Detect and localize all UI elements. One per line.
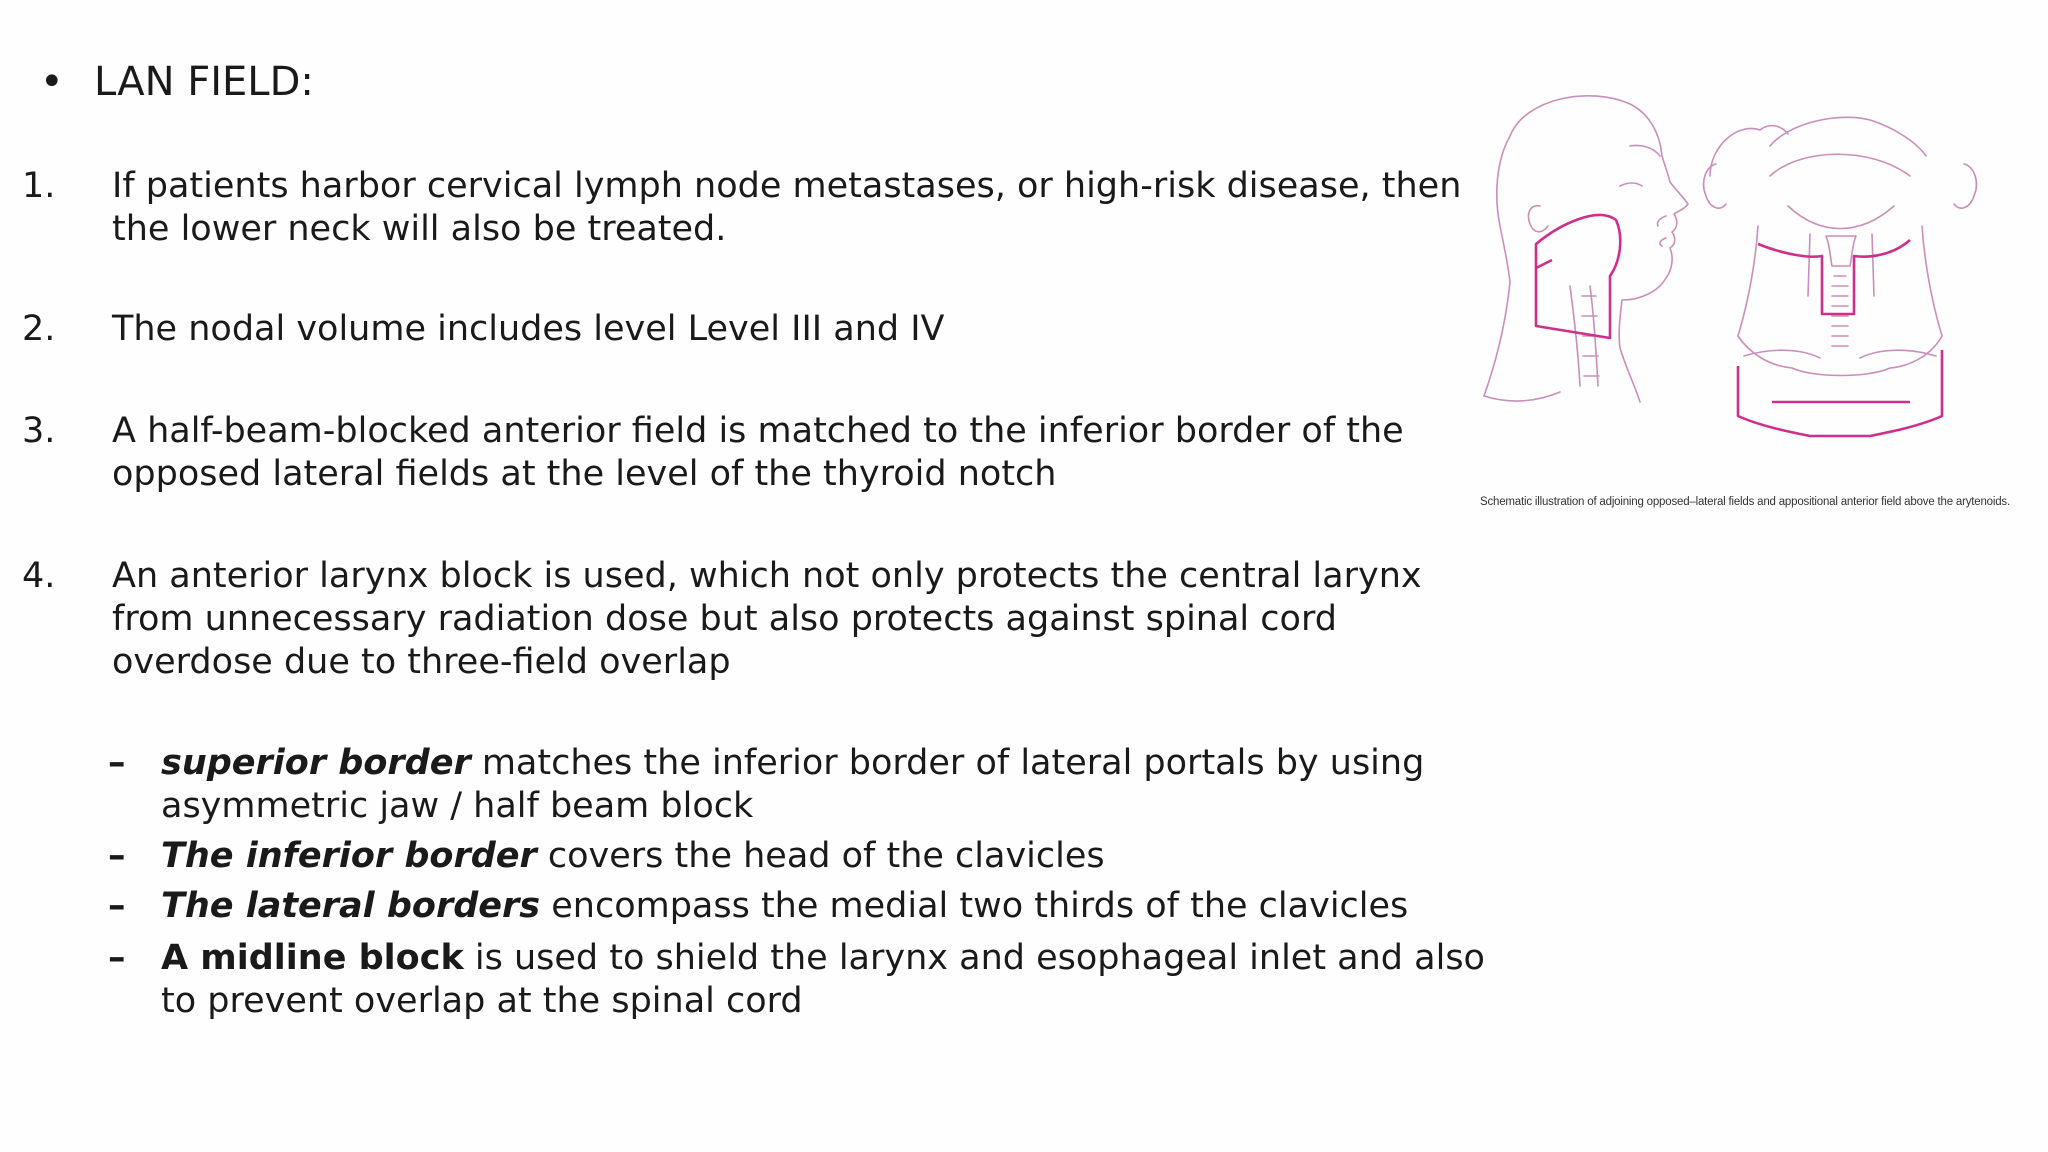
sub-item-rest: encompass the medial two thirds of the clavicles — [540, 886, 1409, 926]
sub-item-text — [161, 885, 1508, 928]
slide-heading — [40, 56, 314, 108]
dash-marker: – — [108, 836, 126, 876]
item-text: An anterior larynx block is used, which not only protects the central larynx from unnecessary radiation dose but also protects against spinal cord overdose due to three-field overlap — [112, 556, 1422, 682]
heading-bullet: • — [40, 59, 64, 105]
sub-item-rest: matches the inferior border of lateral portals by using asymmetric jaw / half beam block — [161, 743, 1425, 826]
numbered-item-2 — [22, 308, 1472, 351]
sub-item-midline-block — [108, 937, 1508, 1023]
lateral-field-outline — [1536, 215, 1620, 338]
anterior-field-outline — [1738, 240, 1942, 436]
sub-item-lead: A midline block — [161, 938, 464, 978]
sub-item-lead: The lateral borders — [161, 886, 541, 926]
item-number: 3. — [22, 411, 56, 451]
item-number: 4. — [22, 556, 56, 596]
heading-text: LAN FIELD: — [94, 59, 314, 105]
dash-marker: – — [108, 886, 126, 926]
sub-item-rest: covers the head of the clavicles — [536, 836, 1105, 876]
sub-item-rest: is used to shield the larynx and esophageal inlet and also to prevent overlap at the spinal cord — [161, 938, 1485, 1021]
sub-item-text — [161, 835, 1508, 878]
neck-field-illustration — [1470, 86, 2040, 486]
frontal-head-outline — [1704, 117, 1977, 375]
sub-item-text — [161, 742, 1508, 828]
sub-item-lateral-borders — [108, 885, 1508, 928]
sub-item-superior-border — [108, 742, 1508, 828]
dash-marker: – — [108, 938, 126, 978]
numbered-item-4 — [22, 555, 1472, 684]
item-text: The nodal volume includes level Level III and IV — [112, 309, 945, 349]
lateral-head-outline — [1484, 96, 1688, 402]
item-text: If patients harbor cervical lymph node metastases, or high-risk disease, then the lower neck will also be treated. — [112, 166, 1462, 249]
sub-item-lead: The inferior border — [161, 836, 537, 876]
figure-caption: Schematic illustration of adjoining opposed–lateral fields and appositional anterior field above the arytenoids. — [1480, 496, 2010, 508]
item-number: 1. — [22, 166, 56, 206]
dash-marker: – — [108, 743, 126, 783]
sub-item-text — [161, 937, 1508, 1023]
sub-item-lead: superior border — [161, 743, 471, 783]
item-number: 2. — [22, 309, 56, 349]
numbered-item-1 — [22, 165, 1472, 251]
item-text: A half-beam-blocked anterior field is matched to the inferior border of the opposed lateral fields at the level of the thyroid notch — [112, 411, 1404, 494]
sub-item-inferior-border — [108, 835, 1508, 878]
numbered-item-3 — [22, 410, 1472, 496]
